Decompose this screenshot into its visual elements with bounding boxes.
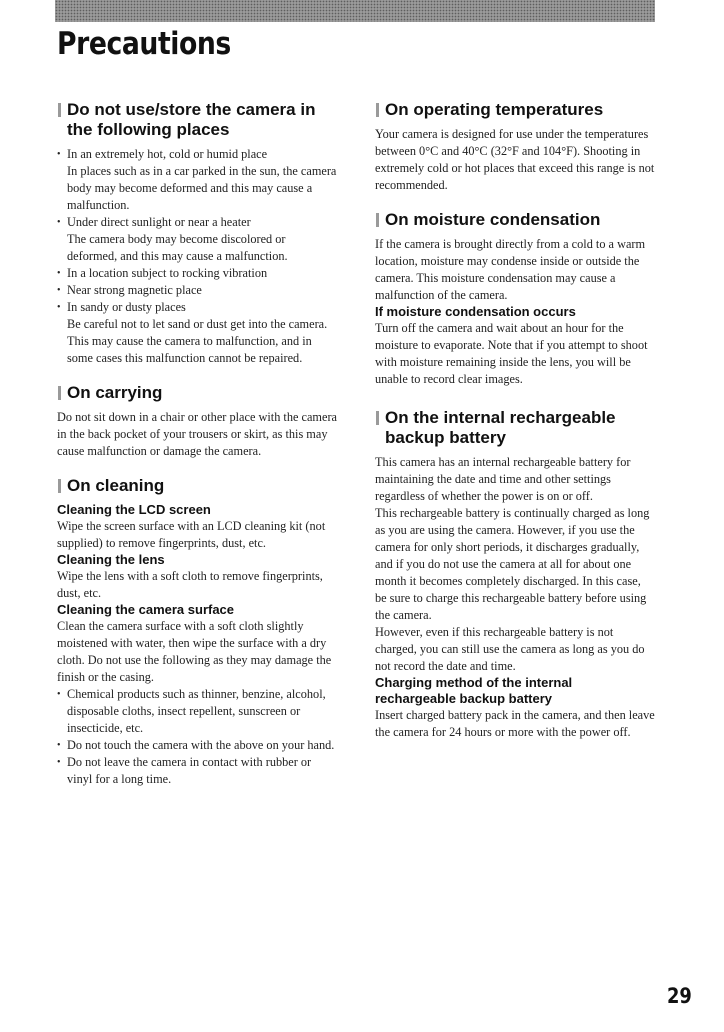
list-item: • Do not leave the camera in contact with rubber or vinyl for a long time. [57,754,337,788]
cleaning-surface-body: Clean the camera surface with a soft cloth slightly moistened with water, then wipe the surface with a dry cloth. Do not use the following as they may damage the finish or the casing. [57,619,332,684]
list-item [57,265,337,282]
heading-line: Do not use/store the camera in [67,100,316,119]
subheading-charging-method: Charging method of the internal rechargeable backup battery [375,675,573,706]
list-item-label: Under direct sunlight or near a heater [67,215,251,229]
subheading-lcd: Cleaning the LCD screen [57,502,211,517]
list-item-label: In an extremely hot, cold or humid place [67,147,268,161]
section-cleaning [57,476,337,788]
heading-line: On the internal rechargeable [385,408,616,427]
list-item [57,146,337,214]
section-temperatures [375,100,655,194]
list-item-note: The camera body may become discolored or deformed, and this may cause a malfunction. [67,232,288,263]
section-heading-do-not-use [57,100,337,140]
cleaning-lens-body: Wipe the lens with a soft cloth to remove fingerprints, dust, etc. [57,569,323,600]
list-item [57,282,337,299]
section-moisture [375,210,655,388]
section-backup-battery [375,408,655,741]
list-item-label: Near strong magnetic place [67,283,202,297]
right-column [375,100,655,741]
section-heading-temperatures: On operating temperatures [375,100,655,120]
header-decorative-band [55,0,655,22]
list-item [57,214,337,265]
section-carrying [57,383,337,460]
cleaning-list [57,686,337,788]
left-column [57,100,337,788]
battery-para-1: This camera has an internal rechargeable battery for maintaining the date and time and other settings regardless of whether the power is on or off. [375,455,631,503]
subheading-lens: Cleaning the lens [57,552,165,567]
cleaning-lcd-body: Wipe the screen surface with an LCD cleaning kit (not supplied) to remove fingerprints, dust, etc. [57,519,326,550]
battery-para-2: This rechargeable battery is continually charged as long as you are using the camera. However, if you use the camera for only short periods, it discharges gradually, and if you do not use the camera at all for about one month it becomes completely discharged. In this case, be sure to charge this rechargeable battery before using the camera. [375,506,650,622]
page-title: Precautions [57,26,231,62]
list-item: • Do not touch the camera with the above on your hand. [57,737,337,754]
section-heading-backup-battery [375,408,655,448]
charging-method-body: Insert charged battery pack in the camera, and then leave the camera for 24 hours or more with the power off. [375,708,655,739]
list-item-note: Be careful not to let sand or dust get into the camera. This may cause the camera to malfunction, and in some cases this malfunction cannot be repaired. [67,317,328,365]
carrying-body: Do not sit down in a chair or other place with the camera in the back pocket of your trousers or skirt, as this may cause malfunction or damage the camera. [57,410,338,458]
subheading-moisture-occurs: If moisture condensation occurs [375,304,576,319]
section-do-not-use [57,100,337,367]
page-number: 29 [667,984,692,1008]
list-item-note: In places such as in a car parked in the sun, the camera body may become deformed and this may cause a malfunction. [67,164,337,212]
section-heading-moisture: On moisture condensation [375,210,655,230]
list-item [57,299,337,367]
list-item-label: In a location subject to rocking vibration [67,266,268,280]
temperatures-body: Your camera is designed for use under the temperatures between 0°C and 40°C (32°F and 104°F). Shooting in extremely cold or hot places that exceed this range is not recommended. [375,127,655,192]
section-heading-cleaning: On cleaning [57,476,337,496]
heading-line: backup battery [385,428,506,447]
battery-para-3: However, even if this rechargeable battery is not charged, you can still use the camera as long as you do not record the date and time. [375,625,645,673]
places-list [57,146,337,367]
section-heading-carrying: On carrying [57,383,337,403]
moisture-occurs-body: Turn off the camera and wait about an hour for the moisture to evaporate. Note that if you attempt to shoot with moisture remaining inside the lens, you will be unable to record clear images. [375,321,648,386]
moisture-body: If the camera is brought directly from a cold to a warm location, moisture may condense inside or outside the camera. This moisture condensation may cause a malfunction of the camera. [375,237,646,302]
subheading-surface: Cleaning the camera surface [57,602,235,617]
heading-line: the following places [67,120,230,139]
list-item: • Chemical products such as thinner, benzine, alcohol, disposable cloths, insect repellent, sunscreen or insecticide, etc. [57,686,337,737]
list-item-label: In sandy or dusty places [67,300,186,314]
